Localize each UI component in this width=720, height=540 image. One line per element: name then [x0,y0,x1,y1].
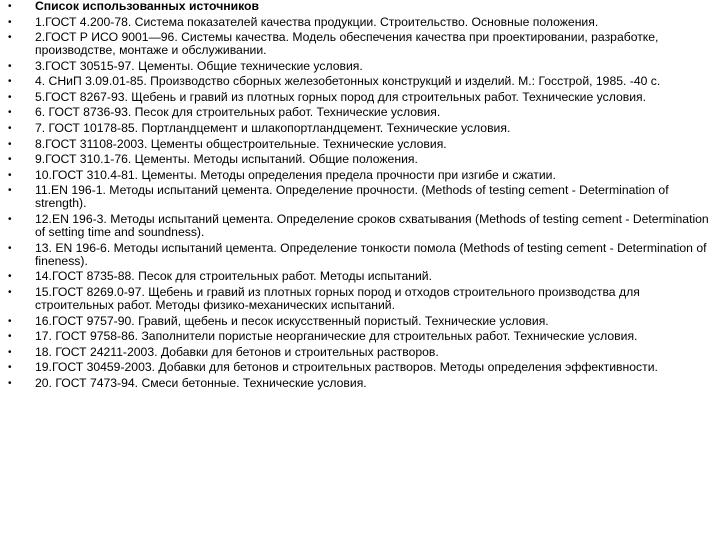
reference-item-text: 3.ГОСТ 30515-97. Цементы. Общие технические условия. [35,58,363,73]
reference-item [8,153,716,166]
reference-item [8,270,716,283]
reference-item [8,361,716,374]
reference-item [8,60,716,73]
reference-item [8,106,716,119]
bullet-icon: • [8,271,12,283]
reference-item [8,315,716,328]
reference-item [8,286,716,312]
bullet-icon: • [8,315,12,327]
reference-item [8,346,716,359]
reference-item-text: 16.ГОСТ 9757-90. Гравий, щебень и песок искусственный пористый. Технические условия. [35,313,549,328]
reference-item-text: 13. EN 196-6. Методы испытаний цемента. Определение тонкости помола (Methods of testing cement - Determination of fineness). [35,240,707,268]
bullet-icon: • [8,60,12,72]
bullet-icon: • [8,346,12,358]
reference-item-text: 12.EN 196-3. Методы испытаний цемента. Определение сроков схватывания (Methods of testing cement - Determination of setting time and soundness). [35,211,709,240]
bullet-icon: • [8,16,12,28]
bullet-icon: • [8,107,12,119]
reference-item-text: 4. СНиП 3.09.01-85. Производство сборных железобетонных конструкций и изделий. М.: Госстрой, 1985. -40 с. [35,74,661,89]
reference-item-text: 5.ГОСТ 8267-93. Щебень и гравий из плотных горных пород для строительных работ. Технические условия. [35,89,646,104]
bullet-icon: • [8,91,12,103]
reference-item [8,330,716,343]
reference-item-text: 6. ГОСТ 8736-93. Песок для строительных работ. Технические условия. [35,105,441,120]
reference-item [8,138,716,151]
reference-list-title [8,0,716,13]
reference-item [8,75,716,88]
bullet-icon: • [8,185,12,197]
reference-item-text: 9.ГОСТ 310.1-76. Цементы. Методы испытаний. Общие положения. [35,152,418,167]
reference-item [8,242,716,268]
reference-item [8,184,716,210]
bullet-icon: • [8,331,12,343]
reference-item [8,213,716,239]
reference-item-text: 7. ГОСТ 10178-85. Портландцемент и шлакопортландцемент. Технические условия. [35,121,511,136]
reference-item-text: 19.ГОСТ 30459-2003. Добавки для бетонов и строительных растворов. Методы определения эффективности. [35,360,658,375]
bullet-icon: • [8,1,12,12]
reference-item-text: 20. ГОСТ 7473-94. Смеси бетонные. Технические условия. [35,375,367,390]
reference-item-text: 1.ГОСТ 4.200-78. Система показателей качества продукции. Строительство. Основные положения. [35,14,599,29]
bullet-icon: • [8,154,12,166]
reference-item [8,31,716,57]
reference-item-text: 14.ГОСТ 8735-88. Песок для строительных работ. Методы испытаний. [35,269,432,284]
reference-item-text: 2.ГОСТ Р ИСО 9001—96. Системы качества. Модель обеспечения качества при проектировании, разработке, производстве, монтаже и обслуживании. [35,30,659,58]
reference-item [8,169,716,182]
bullet-icon: • [8,287,12,299]
reference-item-text: 8.ГОСТ 31108-2003. Цементы общестроительные. Технические условия. [35,136,447,151]
reference-item-text: 18. ГОСТ 24211-2003. Добавки для бетонов и строительных растворов. [35,344,439,359]
reference-item-text: 17. ГОСТ 9758-86. Заполнители пористые неорганические для строительных работ. Технические условия. [35,329,638,344]
bullet-icon: • [8,123,12,135]
bullet-icon: • [8,138,12,150]
bullet-icon: • [8,213,12,225]
bullet-icon: • [8,362,12,374]
reference-item [8,377,716,390]
reference-item-text: 15.ГОСТ 8269.0-97. Щебень и гравий из плотных горных пород и отходов строительного производства для строительных работ. Методы физико-механических испытаний. [35,285,640,313]
reference-item-text: 10.ГОСТ 310.4-81. Цементы. Методы определения предела прочности при изгибе и сжатии. [35,167,556,182]
bullet-icon: • [8,76,12,88]
bullet-icon: • [8,377,12,389]
reference-item [8,16,716,29]
reference-list [8,0,716,393]
reference-item [8,91,716,104]
reference-list-title-text: Список использованных источников [35,0,259,13]
bullet-icon: • [8,242,12,254]
bullet-icon: • [8,32,12,44]
bullet-icon: • [8,169,12,181]
reference-item-text: 11.EN 196-1. Методы испытаний цемента. Определение прочности. (Methods of testing cement - Determination of strength). [35,183,669,211]
reference-item [8,122,716,135]
